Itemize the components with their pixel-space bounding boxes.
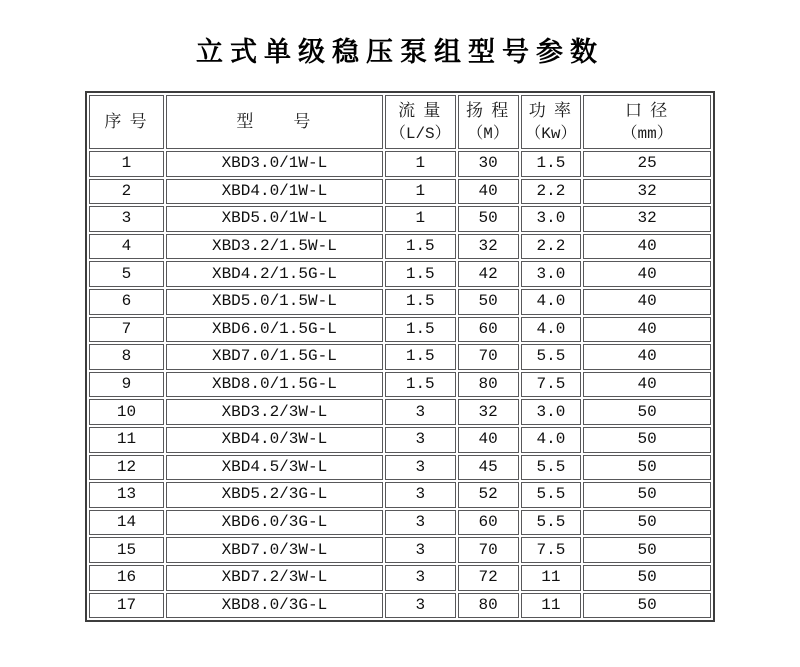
table-cell: 1.5: [385, 372, 456, 398]
table-cell: XBD4.0/3W-L: [166, 427, 383, 453]
table-body: [89, 151, 711, 618]
table-cell: 1.5: [385, 261, 456, 287]
table-cell: 6: [89, 289, 164, 315]
table-cell: 11: [521, 593, 582, 619]
table-cell: XBD5.0/1.5W-L: [166, 289, 383, 315]
table-row: [89, 206, 711, 232]
header-row: [89, 95, 711, 149]
table-cell: 32: [458, 234, 519, 260]
table-cell: 3: [385, 399, 456, 425]
table-row: [89, 289, 711, 315]
table-cell: XBD4.0/1W-L: [166, 179, 383, 205]
table-cell: 52: [458, 482, 519, 508]
table-cell: XBD7.0/1.5G-L: [166, 344, 383, 370]
table-cell: 3: [385, 510, 456, 536]
table-cell: XBD8.0/3G-L: [166, 593, 383, 619]
table-row: [89, 234, 711, 260]
table-cell: 1: [385, 179, 456, 205]
table-cell: 13: [89, 482, 164, 508]
table-cell: 5.5: [521, 482, 582, 508]
table-row: [89, 261, 711, 287]
table-cell: XBD3.2/3W-L: [166, 399, 383, 425]
table-cell: XBD3.0/1W-L: [166, 151, 383, 177]
table-cell: 10: [89, 399, 164, 425]
table-cell: 80: [458, 372, 519, 398]
table-cell: XBD5.2/3G-L: [166, 482, 383, 508]
table-cell: 1.5: [385, 289, 456, 315]
table-row: [89, 510, 711, 536]
table-cell: 4: [89, 234, 164, 260]
table-cell: 16: [89, 565, 164, 591]
table-cell: 40: [583, 344, 711, 370]
table-cell: 40: [458, 179, 519, 205]
table-cell: 4.0: [521, 427, 582, 453]
table-row: [89, 565, 711, 591]
column-header: [166, 95, 383, 149]
table-cell: 2: [89, 179, 164, 205]
table-cell: 60: [458, 317, 519, 343]
table-header: [89, 95, 711, 149]
table-cell: XBD5.0/1W-L: [166, 206, 383, 232]
table-cell: 3: [385, 455, 456, 481]
table-cell: 3: [385, 565, 456, 591]
table-cell: 2.2: [521, 179, 582, 205]
table-cell: 25: [583, 151, 711, 177]
table-cell: 11: [521, 565, 582, 591]
table-cell: 3.0: [521, 399, 582, 425]
table-cell: 80: [458, 593, 519, 619]
table-cell: 4.0: [521, 317, 582, 343]
column-header-unit: （L/S）: [389, 125, 451, 143]
table-cell: 50: [583, 593, 711, 619]
table-cell: 9: [89, 372, 164, 398]
column-header: [583, 95, 711, 149]
table-cell: 1: [385, 206, 456, 232]
table-cell: 17: [89, 593, 164, 619]
table-cell: 40: [583, 261, 711, 287]
table-cell: 3.0: [521, 206, 582, 232]
table-cell: XBD3.2/1.5W-L: [166, 234, 383, 260]
column-header: [385, 95, 456, 149]
column-header-unit: （M）: [467, 125, 509, 143]
table-cell: 5.5: [521, 455, 582, 481]
table-cell: 3: [385, 482, 456, 508]
column-header-label: 序 号: [104, 112, 149, 131]
pump-spec-table: [85, 91, 715, 622]
table-cell: 1: [385, 151, 456, 177]
table-cell: 11: [89, 427, 164, 453]
table-cell: 50: [583, 427, 711, 453]
table-cell: 70: [458, 344, 519, 370]
table-row: [89, 537, 711, 563]
column-header: [89, 95, 164, 149]
table-cell: 2.2: [521, 234, 582, 260]
table-cell: 70: [458, 537, 519, 563]
table-cell: 3: [385, 593, 456, 619]
table-cell: 12: [89, 455, 164, 481]
table-row: [89, 151, 711, 177]
table-row: [89, 317, 711, 343]
table-cell: XBD6.0/1.5G-L: [166, 317, 383, 343]
table-cell: 40: [583, 234, 711, 260]
table-cell: 50: [458, 206, 519, 232]
table-cell: XBD4.5/3W-L: [166, 455, 383, 481]
table-cell: 40: [583, 289, 711, 315]
table-cell: 40: [458, 427, 519, 453]
table-cell: 1.5: [385, 234, 456, 260]
table-row: [89, 344, 711, 370]
table-cell: 50: [583, 482, 711, 508]
table-cell: 50: [583, 565, 711, 591]
table-cell: 32: [458, 399, 519, 425]
table-cell: XBD4.2/1.5G-L: [166, 261, 383, 287]
column-header-label: 流 量: [398, 101, 443, 120]
table-cell: 50: [458, 289, 519, 315]
table-cell: 3: [89, 206, 164, 232]
table-cell: XBD7.0/3W-L: [166, 537, 383, 563]
table-cell: 15: [89, 537, 164, 563]
table-cell: 5.5: [521, 510, 582, 536]
table-cell: 30: [458, 151, 519, 177]
column-header: [458, 95, 519, 149]
table-cell: 42: [458, 261, 519, 287]
table-row: [89, 179, 711, 205]
table-cell: 8: [89, 344, 164, 370]
table-cell: 1.5: [521, 151, 582, 177]
table-cell: 60: [458, 510, 519, 536]
table-cell: 45: [458, 455, 519, 481]
table-cell: XBD6.0/3G-L: [166, 510, 383, 536]
column-header-unit: （Kw）: [525, 125, 577, 143]
table-cell: 14: [89, 510, 164, 536]
column-header-label: 型 号: [236, 112, 313, 131]
table-cell: 5: [89, 261, 164, 287]
table-cell: 7.5: [521, 372, 582, 398]
table-cell: 40: [583, 372, 711, 398]
table-cell: 3: [385, 427, 456, 453]
table-cell: 50: [583, 399, 711, 425]
table-cell: 7: [89, 317, 164, 343]
table-cell: 50: [583, 510, 711, 536]
table-cell: 50: [583, 537, 711, 563]
column-header-label: 功 率: [528, 101, 574, 120]
table-cell: 5.5: [521, 344, 582, 370]
column-header-label: 口 径: [625, 101, 670, 120]
table-cell: 72: [458, 565, 519, 591]
page-title: 立式单级稳压泵组型号参数: [196, 37, 604, 68]
table-cell: 1.5: [385, 317, 456, 343]
table-cell: 1.5: [385, 344, 456, 370]
table-cell: 32: [583, 179, 711, 205]
table-row: [89, 427, 711, 453]
table-cell: 3.0: [521, 261, 582, 287]
table-cell: 4.0: [521, 289, 582, 315]
table-cell: XBD8.0/1.5G-L: [166, 372, 383, 398]
table-row: [89, 455, 711, 481]
column-header-label: 扬 程: [465, 101, 511, 120]
table-row: [89, 399, 711, 425]
table-cell: 7.5: [521, 537, 582, 563]
table-row: [89, 593, 711, 619]
table-cell: 32: [583, 206, 711, 232]
table-cell: 50: [583, 455, 711, 481]
table-row: [89, 482, 711, 508]
column-header-unit: （mm）: [621, 125, 673, 143]
column-header: [521, 95, 582, 149]
table-cell: 3: [385, 537, 456, 563]
table-cell: XBD7.2/3W-L: [166, 565, 383, 591]
table-cell: 1: [89, 151, 164, 177]
table-cell: 40: [583, 317, 711, 343]
table-row: [89, 372, 711, 398]
